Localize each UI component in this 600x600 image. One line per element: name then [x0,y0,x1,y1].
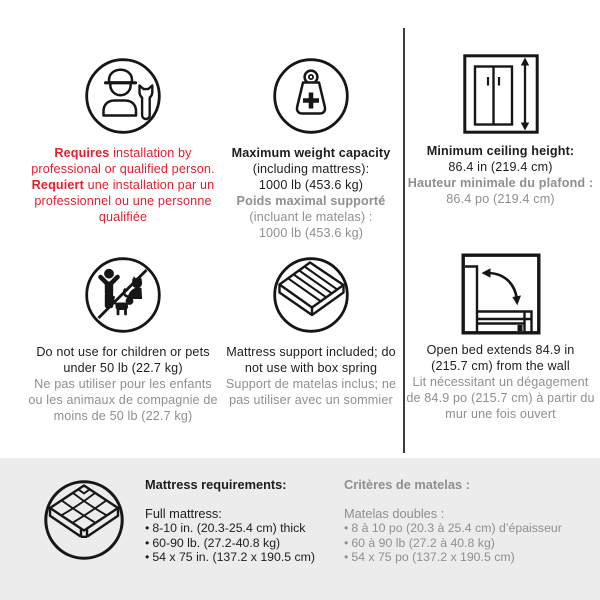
ceiling-height-cell [402,54,599,207]
text-line: 86.4 in (219.4 cm) [448,160,553,174]
mattress-support-cell [221,255,401,408]
text-line: pas utiliser avec un sommier [229,393,393,407]
text-line: 86.4 po (219.4 cm) [446,192,555,206]
text-line: de 84.9 po (215.7 cm) à partir du [406,391,595,405]
text-line: moins de 50 lb (22.7 kg) [53,409,193,423]
ceiling-height-icon [463,54,539,136]
text-line: Do not use for children or pets [36,345,210,359]
bullet-dot: • [344,550,349,565]
text-line: 1000 lb (453.6 kg) [258,178,364,192]
mattress-requirements-en [145,477,315,565]
text-line: Minimum ceiling height: [426,144,575,158]
no-children-pets-icon [83,255,163,337]
installer-icon [83,56,163,138]
mattress-support-icon [271,255,351,337]
text-line: ou les animaux de compagnie de [28,393,218,407]
text-line: Requiert une installation par un [31,178,215,192]
open-bed-icon [461,253,541,335]
text-line: qualifiée [98,210,148,224]
text-line: Maximum weight capacity [231,146,391,160]
text-line: Open bed extends 84.9 in [426,343,575,357]
bullet-item: • 54 x 75 in. (137.2 x 190.5 cm) [145,550,315,565]
text-line: Lit nécessitant un dégagement [412,375,589,389]
no-children-pets-text [28,344,217,424]
mattress-requirements-fr [344,477,562,565]
bullet-dot: • [145,521,150,535]
bullet-item: • 8 à 10 po (20.3 à 25.4 cm) d’épaisseur [344,521,562,535]
bullet-item: • 60 à 90 lb (27.2 à 40.8 kg) [344,535,495,550]
text-line: under 50 lb (22.7 kg) [63,361,183,375]
text-line: Mattress support included; do [226,345,396,359]
footer-mattress-requirements [0,458,600,600]
text-line: Requires installation by [54,146,192,160]
text-line: (215.7 cm) from the wall [431,359,570,373]
mattress-support-text [226,344,396,408]
no-children-pets-cell [13,255,233,424]
text-line: Poids maximal supporté [236,194,386,208]
text-line: mur une fois ouvert [445,407,556,421]
mattress-icon [42,479,126,563]
bullet-dot: • [145,550,150,565]
text-line: (including mattress): [252,162,370,176]
weight-capacity-icon [271,56,351,138]
mattress-requirements-title-fr: Critères de matelas : [344,477,470,492]
text-line: Hauteur minimale du plafond : [407,176,594,190]
weight-capacity-text [232,145,391,241]
bullet-item: • 8-10 in. (20.3-25.4 cm) thick [145,521,306,535]
text-line: not use with box spring [244,361,378,375]
install-requirement-cell [13,56,233,225]
text-line: professional or qualified person. [31,162,215,176]
open-bed-clearance-text [406,342,594,422]
bullet-dot: • [344,535,349,550]
mattress-requirements-subtitle-fr: Matelas doubles : [344,506,445,521]
open-bed-clearance-cell [402,253,599,422]
text-line: 1000 lb (453.6 kg) [258,226,364,240]
text-line: Ne pas utiliser pour les enfants [34,377,212,391]
ceiling-height-text [408,143,594,207]
weight-capacity-cell [221,56,401,241]
mattress-requirements-subtitle-en: Full mattress: [145,506,222,521]
install-requirement-text [31,145,214,225]
bullet-dot: • [145,535,150,550]
bullet-dot: • [344,521,349,535]
mattress-requirements-title-en: Mattress requirements: [145,477,287,492]
text-line: professionnel ou une personne [34,194,212,208]
text-line: (incluant le matelas) : [249,210,373,224]
bullet-item: • 60-90 lb. (27.2-40.8 kg) [145,535,281,550]
text-line: Support de matelas inclus; ne [225,377,397,391]
bullet-item: • 54 x 75 po (137.2 x 190.5 cm) [344,550,515,565]
